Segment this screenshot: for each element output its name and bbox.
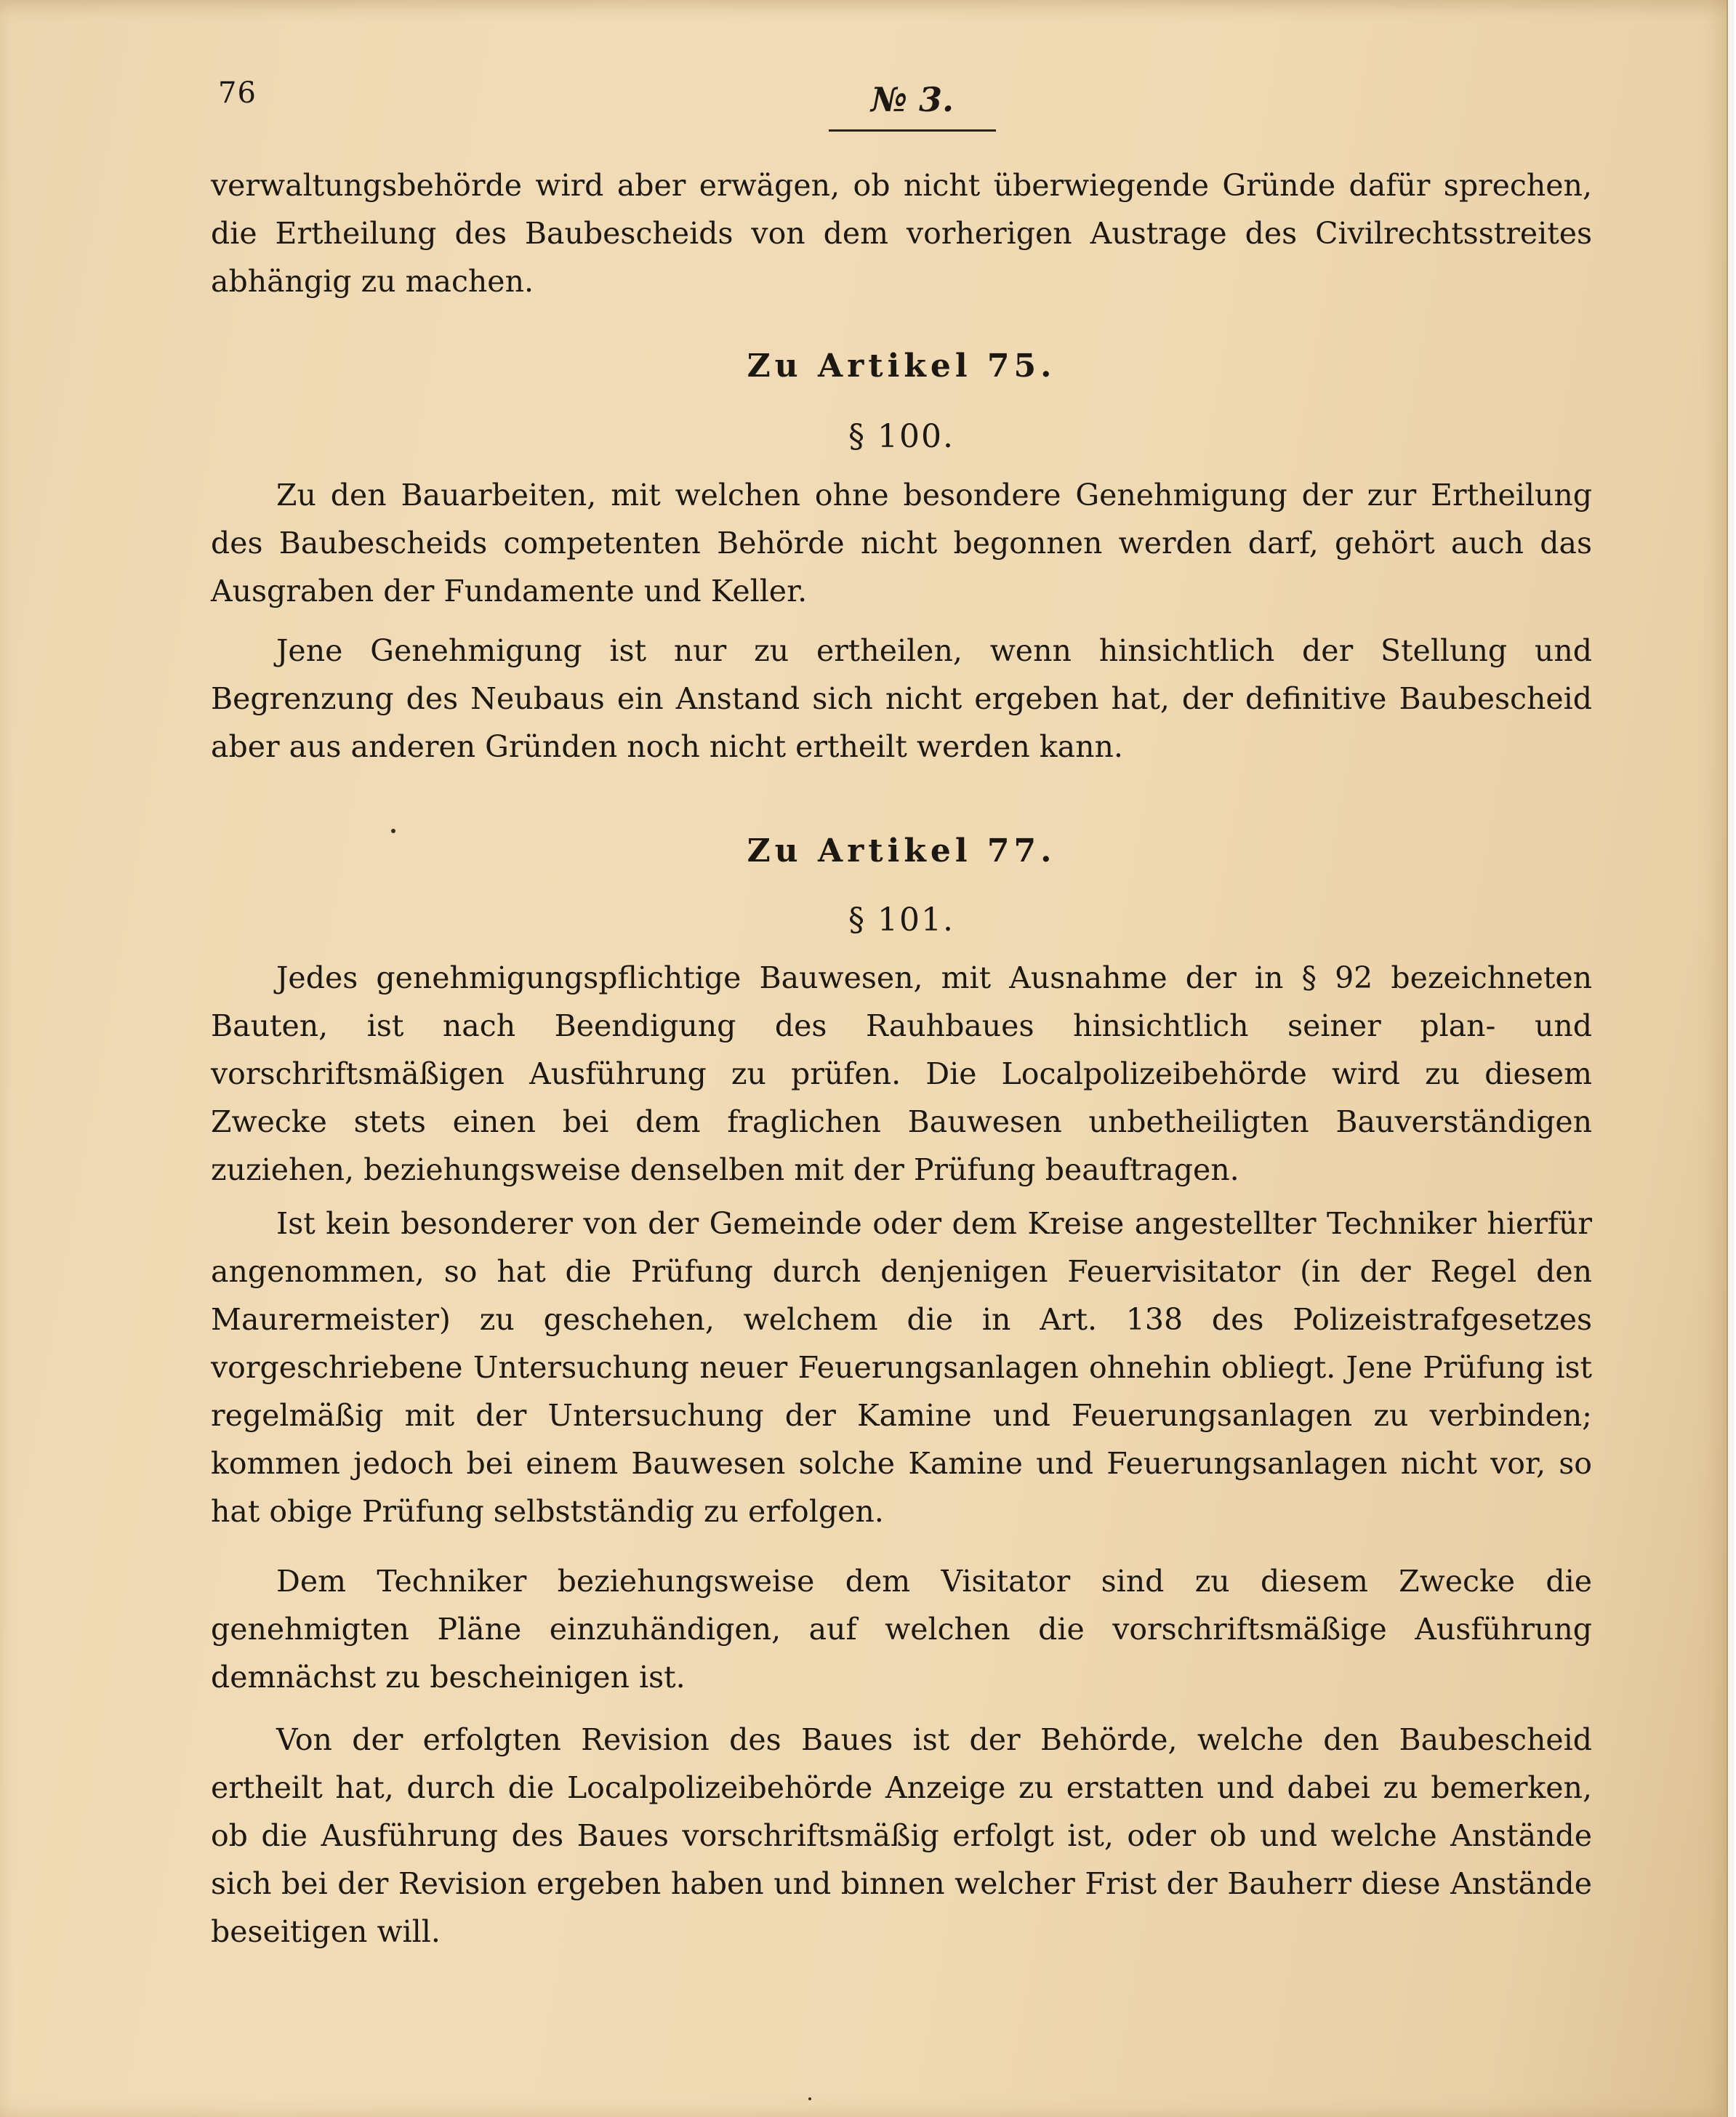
paper-speck	[808, 2097, 811, 2100]
section-100-paragraph-2: Jene Genehmigung ist nur zu ertheilen, wenn hinsichtlich der Stellung und Begrenzung des Neubaus ein Anstand sich nicht ergeben hat, der definitive Baubescheid aber aus anderen Gründen noch nicht ertheilt werden kann.	[211, 633, 1592, 764]
issue-number: № 3.	[829, 80, 996, 132]
heading-article-77: Zu Artikel 77.	[747, 832, 1056, 869]
page-number: 76	[218, 76, 257, 110]
section-101-paragraph-1: Jedes genehmigungspflichtige Bauwesen, mit Ausnahme der in § 92 bezeichneten Bauten, ist nach Beendigung des Rauhbaues hinsichtlich seiner plan- und vorschriftsmäßigen Ausführung zu prüfen. Die Localpolizeibehörde wird zu diesem Zwecke stets einen bei dem fraglichen Bauwesen unbetheiligten Bauverständigen zuziehen, beziehungsweise denselben mit der Prüfung beauftragen.	[211, 960, 1592, 1187]
section-100-title: § 100.	[848, 418, 955, 455]
intro-paragraph: verwaltungsbehörde wird aber erwägen, ob nicht überwiegende Gründe dafür sprechen, die Ertheilung des Baubescheids von dem vorherigen Austrage des Civilrechtsstreites abhängig zu machen.	[211, 168, 1592, 299]
section-101-title: § 101.	[848, 901, 955, 939]
paper-speck	[391, 829, 395, 833]
page-edge	[1727, 0, 1734, 2117]
section-101-paragraph-4: Von der erfolgten Revision des Baues ist der Behörde, welche den Baubescheid ertheilt hat, durch die Localpolizeibehörde Anzeige zu erstatten und dabei zu bemerken, ob die Ausführung des Baues vorschriftsmäßig erfolgt ist, oder ob und welche Anstände sich bei der Revision ergeben haben und binnen welcher Frist der Bauherr diese Anstände beseitigen will.	[211, 1722, 1592, 1949]
section-101-paragraph-2: Ist kein besonderer von der Gemeinde oder dem Kreise angestellter Techniker hierfür angenommen, so hat die Prüfung durch denjenigen Feuervisitator (in der Regel den Maurermeister) zu geschehen, welchem die in Art. 138 des Polizeistrafgesetzes vorgeschriebene Untersuchung neuer Feuerungsanlagen ohnehin obliegt. Jene Prüfung ist regelmäßig mit der Untersuchung der Kamine und Feuerungsanlagen zu verbinden; kommen jedoch bei einem Bauwesen solche Kamine und Feuerungsanlagen nicht vor, so hat obige Prüfung selbstständig zu erfolgen.	[211, 1206, 1592, 1529]
heading-article-75: Zu Artikel 75.	[747, 348, 1056, 385]
section-101-paragraph-3: Dem Techniker beziehungsweise dem Visitator sind zu diesem Zwecke die genehmigten Pläne einzuhändigen, auf welchen die vorschriftsmäßige Ausführung demnächst zu bescheinigen ist.	[211, 1564, 1592, 1695]
section-100-paragraph-1: Zu den Bauarbeiten, mit welchen ohne besondere Genehmigung der zur Ertheilung des Baubescheids competenten Behörde nicht begonnen werden darf, gehört auch das Ausgraben der Fundamente und Keller.	[211, 478, 1592, 608]
